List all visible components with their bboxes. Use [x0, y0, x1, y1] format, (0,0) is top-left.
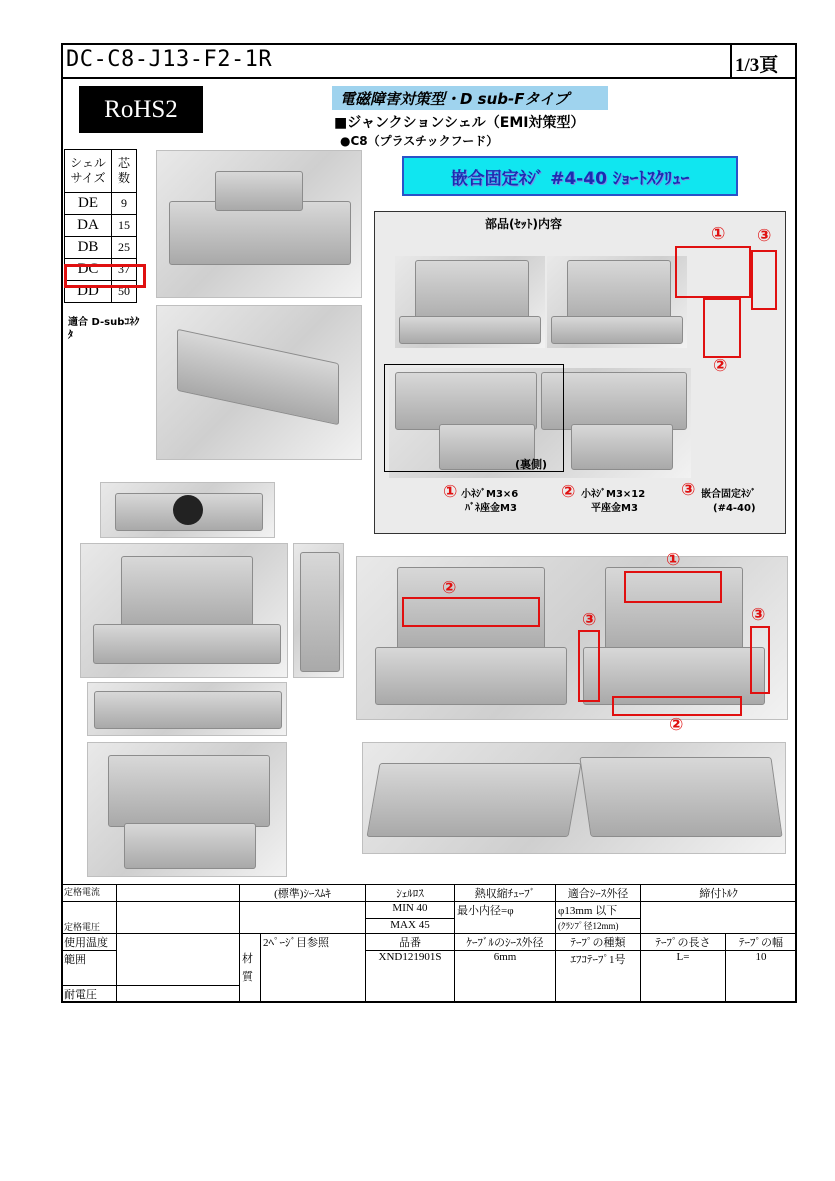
- page-number: 1/3頁: [735, 55, 779, 76]
- marker-2: ②: [713, 356, 728, 376]
- marker-3: ③: [757, 226, 772, 246]
- heat-shrink-label: 熱収縮ﾁｭｰﾌﾞ: [455, 885, 556, 902]
- shell-size-cell: DE: [65, 193, 112, 215]
- rohs-badge: RoHS2: [79, 86, 203, 133]
- temp-range-label-2: 範囲: [62, 951, 117, 986]
- tape-type-value: ｴﾌｺﾃｰﾌﾟ1号: [556, 951, 641, 1003]
- shell-loss-label: ｼｪﾙﾛｽ: [366, 885, 455, 902]
- parts-title: 部品(ｾｯﾄ)内容: [485, 217, 562, 231]
- assembly-marker-3-left: ③: [582, 610, 597, 630]
- shell-size-cell: DC: [65, 259, 112, 281]
- item-2-desc-2: 平座金M3: [591, 503, 638, 514]
- torque-label: 締付ﾄﾙｸ: [641, 885, 797, 902]
- product-photo-side: [293, 543, 344, 678]
- item-2-desc-1: 小ﾈｼﾞM3×12: [581, 489, 646, 500]
- item-1-desc-1: 小ﾈｼﾞM3×6: [461, 489, 519, 500]
- rated-voltage-label: 定格電圧: [62, 902, 117, 934]
- pin-count-cell: 25: [112, 237, 137, 259]
- standard-label: (標準)ｼｰｽﾑｷ: [240, 885, 366, 902]
- assembly-box-3-right: [750, 626, 770, 694]
- assembly-marker-2-bottom: ②: [669, 715, 684, 735]
- shell-size-cell: DB: [65, 237, 112, 259]
- product-photo-top: [80, 543, 288, 678]
- assembly-box-2-bottom: [612, 696, 742, 716]
- tape-width-value: 10: [726, 951, 797, 1003]
- product-photo-top-2: [87, 742, 287, 877]
- product-photo-end: [100, 482, 275, 538]
- material-ref: 2ﾍﾟｰｼﾞ目参照: [261, 934, 366, 1003]
- product-photo-front: [156, 150, 362, 298]
- assembly-box-1: [624, 571, 722, 603]
- sheath-od-value: φ13mm 以下: [556, 902, 641, 919]
- shell-loss-min: MIN 40: [366, 902, 455, 919]
- pin-count-cell: 50: [112, 281, 137, 303]
- tape-width-label: ﾃｰﾌﾟの幅: [726, 934, 797, 951]
- assembly-box-2-top: [402, 597, 540, 627]
- pin-count-header: 芯 数: [112, 150, 137, 193]
- pin-count-cell: 9: [112, 193, 137, 215]
- clamp-note: (ｸﾗﾝﾌﾟ径12mm): [556, 919, 641, 934]
- shell-size-cell: DD: [65, 281, 112, 303]
- item-2-number: ②: [561, 482, 576, 502]
- item-3-desc-1: 嵌合固定ﾈｼﾞ: [701, 489, 756, 500]
- pin-count-cell: 15: [112, 215, 137, 237]
- withstand-label: 耐電圧: [62, 986, 117, 1003]
- tagline: 電磁障害対策型・D sub-Fタイプ: [332, 86, 608, 110]
- assembly-box-3-left: [578, 630, 600, 702]
- shell-size-header: シェル サイズ: [65, 150, 112, 193]
- screw-set-3-box: [751, 250, 777, 310]
- backside-frame: [384, 364, 564, 472]
- screw-set-2-box: [703, 298, 741, 358]
- product-name: ■ジャンクションシェル（EMI対策型）: [334, 115, 585, 131]
- rated-current-label: 定格電流: [62, 885, 117, 902]
- parts-photo-shell-half-left: [395, 256, 545, 348]
- product-photo-bottom-edge: [87, 682, 287, 736]
- cable-sheath-value: 6mm: [455, 951, 556, 1003]
- product-subtitle: ●C8（プラスチックフード）: [340, 134, 499, 148]
- assembly-marker-2-top: ②: [442, 578, 457, 598]
- item-3-desc-2: (#4-40): [713, 503, 756, 514]
- parts-photo-shell-half-right: [547, 256, 687, 348]
- material-label: 材 質: [240, 934, 261, 1003]
- open-shell-photo: [362, 742, 786, 854]
- pin-count-cell: 37: [112, 259, 137, 281]
- tape-type-label: ﾃｰﾌﾟの種類: [556, 934, 641, 951]
- doc-number: DC-C8-J13-F2-1R: [66, 47, 273, 72]
- feature-banner: 嵌合固定ﾈｼﾞ #4-40 ｼｮｰﾄｽｸﾘｭｰ: [402, 156, 738, 196]
- spec-table: [61, 884, 797, 1003]
- item-3-number: ③: [681, 480, 696, 500]
- temp-range-label-1: 使用温度: [62, 934, 117, 951]
- item-1-desc-2: ﾊﾞﾈ座金M3: [465, 503, 517, 514]
- header-divider: [61, 77, 797, 79]
- shell-size-cell: DA: [65, 215, 112, 237]
- tape-length-label: ﾃｰﾌﾟの長さ: [641, 934, 726, 951]
- product-photo-angle: [156, 305, 362, 460]
- assembly-marker-3-right: ③: [751, 605, 766, 625]
- tape-length-value: L=: [641, 951, 726, 1003]
- screw-set-1-box: [675, 246, 751, 298]
- min-inner-diameter: 最小内径=φ: [455, 902, 556, 934]
- header-vertical-divider: [730, 43, 732, 78]
- item-1-number: ①: [443, 482, 458, 502]
- dc-highlight-box: [64, 264, 146, 288]
- backside-caption: (裏側): [515, 458, 548, 471]
- marker-1: ①: [711, 224, 726, 244]
- part-no-value: XND121901S: [366, 951, 455, 1003]
- shell-loss-max: MAX 45: [366, 919, 455, 934]
- assembly-marker-1: ①: [666, 550, 681, 570]
- sheath-od-label: 適合ｼｰｽ外径: [556, 885, 641, 902]
- cable-sheath-label: ｹｰﾌﾞﾙのｼｰｽ外径: [455, 934, 556, 951]
- part-no-label: 品番: [366, 934, 455, 951]
- compatible-connector-caption: 適合 D-subｺﾈｸﾀ: [68, 317, 140, 341]
